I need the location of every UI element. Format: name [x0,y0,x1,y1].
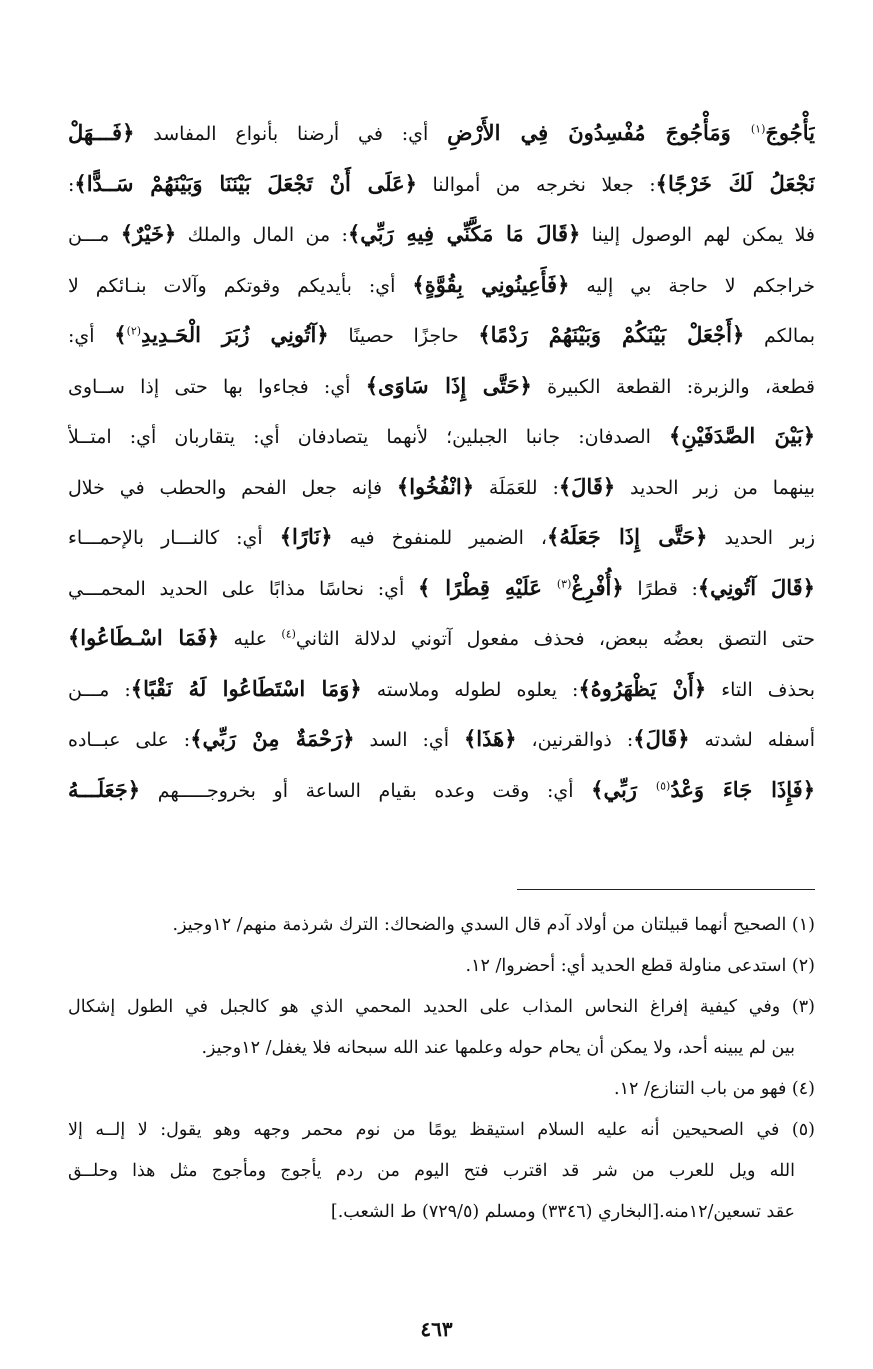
commentary-text: حاجزًا حصينًا [328,325,479,347]
quran-quote: ﴿آتُونِي زُبَرَ الْحَـدِيدِ [141,322,329,347]
commentary-text: أسفله لشدته [689,729,815,751]
text-line [68,411,815,462]
commentary-text: أي: في أرضنا بأنواع المفاسد [134,123,448,145]
commentary-text: خراجكم لا حاجة بي إليه [569,274,815,297]
footnotes [68,905,815,1233]
footnote-line: (٣) وفي كيفية إفراغ النحاس المذاب على الحديد المحمي الذي هو كالجبل في الطول إشكال [68,997,815,1017]
commentary-text: : ذوالقرنين، [516,729,634,751]
quran-quote: يَأْجُوجَ [765,120,815,145]
commentary-text: بينهما من زبر الحديد [615,476,815,499]
commentary-text: : على عبــاده [68,729,191,751]
commentary-text: الصدفان: جانبا الجبلين؛ لأنهما يتصادفان أي: يتقاربان أي: امتــلأ [68,426,670,448]
footnote-line: (١) الصحيح أنهما قبيلتان من أولاد آدم قال السدي والضحاك: الترك شرذمة منهم/ ١٢وجيز. [172,915,815,935]
text-line [68,765,815,816]
quran-quote: ﴿خَيْرٌ﴾ [120,221,177,246]
text-line [68,512,815,563]
commentary-text: فلا يمكن لهم الوصول إلينا [580,224,815,246]
text-line [68,462,815,513]
text-line [68,664,815,715]
quran-quote: ﴿فَإِذَا جَاءَ وَعْدُ [670,776,815,802]
quran-quote: رَبِّي﴾ [591,776,656,802]
commentary-text: أي: [68,325,115,347]
footnote-line: بين لم يبينه أحد، ولا يمكن أن يحام حوله وعلمها عند الله سبحانه فلا يغفل/ ١٢وجيز. [201,1038,795,1058]
quran-quote: ﴿قَالَ مَا مَكَّنِّي فِيهِ رَبِّي﴾ [347,221,581,246]
footnote [68,987,815,1069]
quran-quote: وَمَأْجُوجَ مُفْسِدُونَ فِي الأَرْضِ [447,120,751,145]
commentary-text: مـــن [68,224,121,246]
quran-quote: ﴿أَنْ يَظْهَرُوهُ﴾ [578,675,707,701]
commentary-text: : [68,173,75,196]
quran-quote: عَلَيْهِ قِطْرًا ﴾ [417,574,557,600]
footnote-line: (٢) استدعى مناولة قطع الحديد أي: أحضروا/ ١٢. [465,956,815,976]
quran-quote: ﴿أُفْرِغْ [571,574,624,600]
footnote-ref: (٤) [281,627,296,641]
commentary-text: حتى التصق بعضُه ببعض، فحذف مفعول آتوني لدلالة الثاني [295,628,815,650]
commentary-text: : مـــن [68,678,131,701]
commentary-text: قطعة، والزبرة: القطعة الكبيرة [531,375,815,398]
commentary-text: : من المال والملك [176,224,348,246]
footnote-ref: (٣) [556,577,572,591]
quran-quote: ﴿هَذَا﴾ [463,726,517,751]
quran-quote: ﴿فَأَعِينُونِي بِقُوَّةٍ﴾ [412,271,570,297]
quran-quote: ﴾ [114,322,127,347]
quran-quote: ﴿رَحْمَةٌ مِنْ رَبِّي﴾ [190,726,355,751]
footnote-line: عقد تسعين/١٢منه.[البخاري (٣٣٤٦) ومسلم (٧٢٩/٥) ط الشعب.] [330,1202,795,1222]
commentary-text: أي: كالنـــار بالإحمـــاء [68,527,280,549]
text-line [68,209,815,260]
quran-quote: ﴿حَتَّى إِذَا سَاوَى﴾ [365,372,532,398]
main-commentary-text [68,108,815,815]
text-line [68,563,815,614]
footnote [68,1110,815,1233]
footnote [68,946,815,987]
page-number: ٤٦٣ [420,1317,453,1341]
footnote-ref: (١) [750,122,766,136]
commentary-text: بحذف التاء [706,678,815,701]
quran-quote: ﴿فَـــهَلْ [68,120,135,145]
quran-quote: نَجْعَلُ لَكَ خَرْجًا﴾ [655,170,815,196]
text-line [68,159,815,210]
footnote-line: (٥) في الصحيحين أنه عليه السلام استيقظ يومًا من نوم محمر وجهه وهو يقول: لا إلــه إلا [68,1120,815,1140]
quran-quote: ﴿فَمَا اسْـطَاعُوا﴾ [68,625,220,650]
quran-quote: ﴿نَارًا﴾ [279,524,333,549]
commentary-text: أي: بأيديكم وقوتكم وآلات بنـائكم لا [68,274,413,297]
commentary-text: : للعَمَلَة [474,476,559,499]
quran-quote: ﴿انْفُخُوا﴾ [396,473,475,499]
commentary-text: فإنه جعل الفحم والحطب في خلال [68,476,397,499]
quran-quote: ﴿جَعَلَـــهُ [68,776,141,802]
commentary-text: أي: فجاءوا بها حتى إذا ســاوى [68,375,366,398]
text-line [68,361,815,412]
quran-quote: ﴿بَيْنَ الصَّدَفَيْنِ﴾ [669,423,815,448]
quran-quote: ﴿حَتَّى إِذَا جَعَلَهُ﴾ [547,524,708,549]
commentary-text: عليه [219,628,282,650]
commentary-text: زبر الحديد [707,527,815,549]
quran-quote: ﴿وَمَا اسْتَطَاعُوا لَهُ نَقْبًا﴾ [130,675,362,701]
quran-quote: ﴿قَالَ﴾ [633,726,690,751]
commentary-text: : يعلوه لطوله وملاسته [361,678,579,701]
text-line [68,260,815,311]
footnote-ref: (٢) [126,324,142,338]
text-line [68,108,815,159]
commentary-text: أي: وقت وعده بقيام الساعة أو بخروجـــــهم [140,779,592,802]
footnote-separator [517,889,815,890]
quran-quote: ﴿أَجْعَلْ بَيْنَكُمْ وَبَيْنَهُمْ رَدْمًا﴾ [478,322,745,347]
quran-quote: ﴿قَالَ﴾ [558,473,616,499]
text-line [68,714,815,765]
footnote-line: الله ويل للعرب من شر قد اقترب فتح اليوم من ردم يأجوج ومأجوج مثل هذا وحلــق [68,1161,795,1181]
footnote-ref: (٥) [655,779,671,793]
commentary-text: : قطرًا [623,577,698,600]
quran-quote: ﴿قَالَ آتُونِي﴾ [697,574,815,600]
text-line [68,310,815,361]
footnote [68,905,815,946]
commentary-text: أي: نحاسًا مذابًا على الحديد المحمـــي [68,577,418,600]
quran-quote: ﴿عَلَى أَنْ تَجْعَلَ بَيْنَنَا وَبَيْنَهُمْ سَــدًّا﴾ [74,170,417,196]
commentary-text: بمالكم [744,325,815,347]
text-line [68,613,815,664]
footnote-line: (٤) فهو من باب التنازع/ ١٢. [614,1079,815,1099]
commentary-text: : جعلا نخرجه من أموالنا [416,173,656,196]
footnote [68,1069,815,1110]
commentary-text: ، الضمير للمنفوخ فيه [332,527,548,549]
commentary-text: أي: السد [354,729,464,751]
